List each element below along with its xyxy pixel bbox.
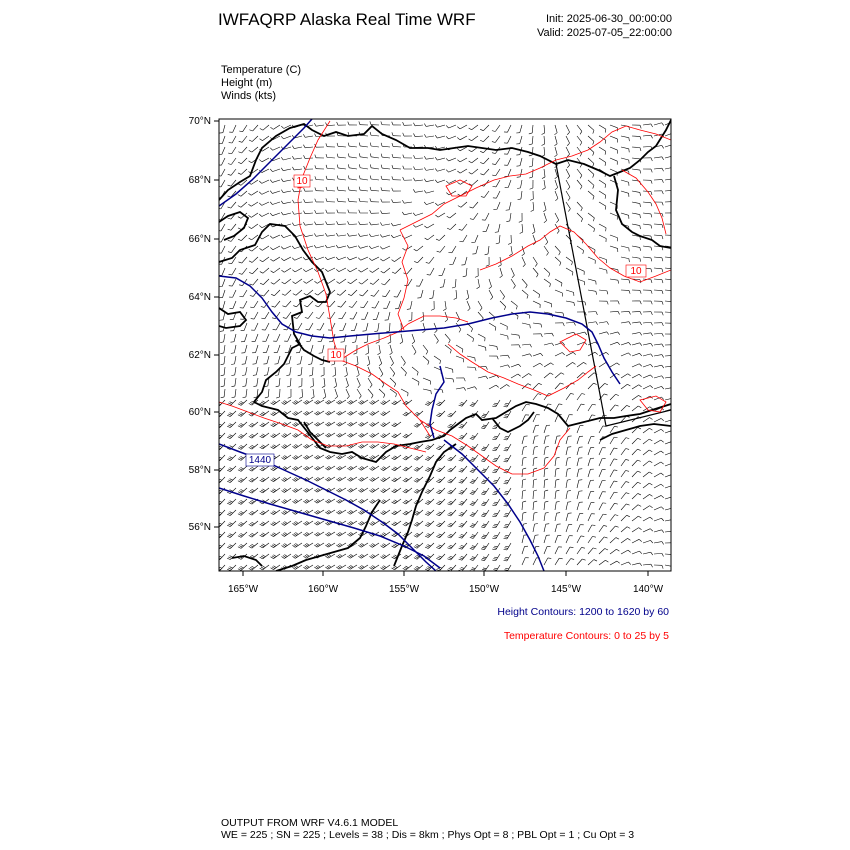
lat-label-60: 60°N xyxy=(188,407,211,418)
lat-label-64: 64°N xyxy=(188,292,211,303)
wind-barb-flag xyxy=(673,156,675,159)
wind-barb-flag xyxy=(673,497,675,500)
longitude-labels xyxy=(228,584,664,595)
wind-barb-flag xyxy=(673,179,675,182)
lat-label-66: 66°N xyxy=(188,234,211,245)
wind-barb-flag xyxy=(673,190,675,193)
wind-barb-flag xyxy=(673,543,674,546)
wind-barb-flag xyxy=(673,202,674,205)
model-info-line2: WE = 225 ; SN = 225 ; Levels = 38 ; Dis = 8km ; Phys Opt = 8 ; PBL Opt = 1 ; Cu Opt = 3 xyxy=(221,829,635,841)
lon-label-155: 155°W xyxy=(388,584,420,595)
wind-barb-flag xyxy=(673,377,675,380)
lon-label-140: 140°W xyxy=(632,584,664,595)
lon-label-165: 165°W xyxy=(227,584,259,595)
wind-barb-flag xyxy=(673,334,674,337)
wind-barb-flag xyxy=(673,409,675,412)
temp-contour-label-3: 10 xyxy=(330,350,342,361)
lat-label-56: 56°N xyxy=(188,522,211,533)
model-info-line1: OUTPUT FROM WRF V4.6.1 MODEL xyxy=(221,817,399,829)
lon-label-150: 150°W xyxy=(468,584,500,595)
wind-barb-flag xyxy=(672,441,674,444)
field-height: Height (m) xyxy=(221,77,273,89)
wind-barb-flag xyxy=(673,224,674,227)
wind-barb-flag xyxy=(673,302,674,305)
temperature-contour-info: Temperature Contours: 0 to 25 by 5 xyxy=(503,630,669,642)
init-time: Init: 2025-06-30_00:00:00 xyxy=(546,13,672,25)
wind-barb-flag xyxy=(673,313,674,316)
wind-barb-flag xyxy=(673,366,675,369)
wind-barb-flag xyxy=(673,291,674,294)
wind-barb-flag xyxy=(672,133,674,136)
wind-barb-flag xyxy=(672,122,674,124)
wind-barb-flag xyxy=(673,167,675,170)
wind-barb-flag xyxy=(672,452,674,455)
lat-label-62: 62°N xyxy=(188,350,211,361)
lon-label-145: 145°W xyxy=(550,584,582,595)
wind-barb-flag xyxy=(673,213,674,216)
wind-barb-flag xyxy=(673,531,675,534)
lon-label-160: 160°W xyxy=(307,584,339,595)
field-temperature: Temperature (C) xyxy=(221,64,302,76)
wind-barb-flag xyxy=(673,323,674,326)
wind-barb-flag xyxy=(673,485,675,488)
lat-label-58: 58°N xyxy=(188,465,211,476)
valid-time: Valid: 2025-07-05_22:00:00 xyxy=(537,27,672,39)
latitude-labels xyxy=(189,116,211,533)
wind-barb-flag xyxy=(673,519,675,522)
wind-barb-flag xyxy=(673,430,675,433)
lat-label-70: 70°N xyxy=(188,116,211,127)
temp-contour-label-2: 10 xyxy=(630,266,642,277)
temp-contour-label-1: 10 xyxy=(296,176,308,187)
wind-barb-flag xyxy=(673,555,674,558)
height-contour-label: 1440 xyxy=(248,455,272,466)
height-contour-info: Height Contours: 1200 to 1620 by 60 xyxy=(497,606,669,618)
wind-barb-flag xyxy=(673,145,675,148)
field-winds: Winds (kts) xyxy=(221,90,276,102)
wind-barb-flag xyxy=(673,280,674,283)
wind-barb-flag xyxy=(672,463,674,466)
wind-barb-flag xyxy=(673,355,675,358)
map-title: IWFAQRP Alaska Real Time WRF xyxy=(218,10,476,29)
wind-barb-flag xyxy=(673,247,674,250)
wind-barb-flag xyxy=(672,474,674,477)
wind-barb-flag xyxy=(673,398,675,401)
wind-barb-flag xyxy=(673,387,675,390)
wind-barb-flag xyxy=(673,567,674,570)
lat-label-68: 68°N xyxy=(188,175,211,186)
wind-barb-flag xyxy=(673,269,674,272)
wind-barb-flag xyxy=(673,420,675,423)
wind-barb-flag xyxy=(673,258,674,261)
wind-barb-flag xyxy=(673,508,675,511)
wind-barb-flag xyxy=(673,235,674,238)
wind-barb-flag xyxy=(673,345,674,348)
